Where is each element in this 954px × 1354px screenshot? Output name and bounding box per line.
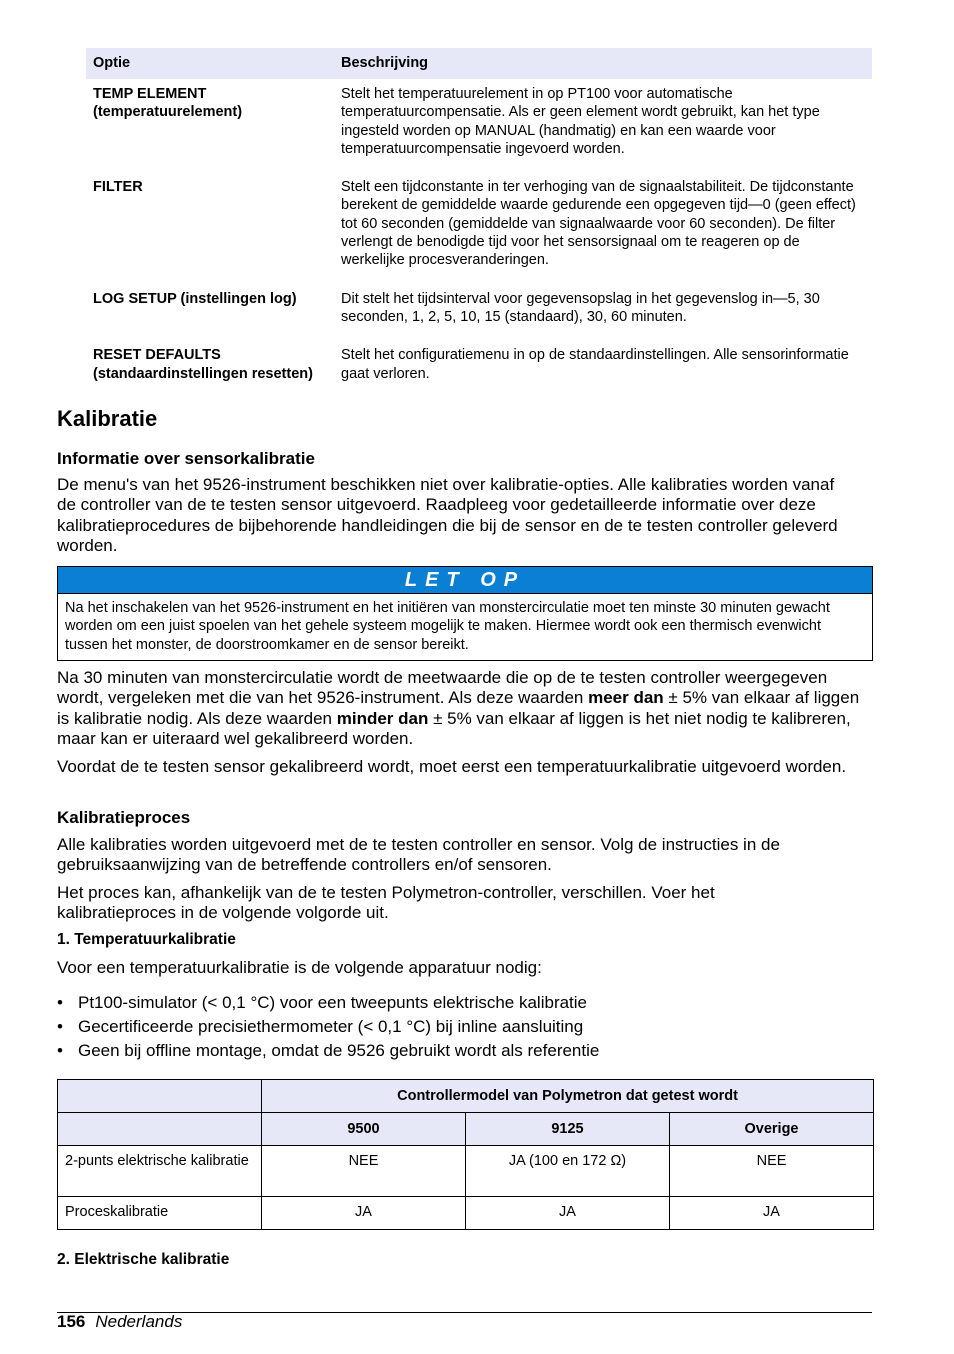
model-header: 9500 (262, 1113, 466, 1146)
paragraph-sensor-calibration-info: De menu's van het 9526-instrument beschikken niet over kalibratie-opties. Alle kalibraties worden vanaf de controller van de te testen sensor uitgevoerd. Raadpleeg voor gedetailleerde informatie over deze kalibratieprocedures de bijbehorende handleidingen die bij de sensor en de te testen controller geleverd worden. (57, 475, 838, 556)
bullet-icon: • (57, 1041, 63, 1060)
caution-notice (57, 566, 873, 661)
empty-header-cell (58, 1113, 262, 1146)
model-header: 9125 (466, 1113, 670, 1146)
calibration-model-header-row (58, 1113, 874, 1146)
text-run: ± 5% van elkaar af liggen is het niet nodig te kalibreren, maar kan er uiteraard wel gekalibreerd worden. (57, 708, 851, 749)
page-footer (57, 1312, 182, 1332)
controller-model-header: Controllermodel van Polymetron dat getest wordt (262, 1080, 874, 1113)
model-header: Overige (670, 1113, 874, 1146)
option-description: Dit stelt het tijdsinterval voor gegevensopslag in het gegevenslog in—5, 30 seconden, 1, 2, 5, 10, 15 (standaard), 30, 60 minuten. (341, 290, 820, 325)
paragraph-calibration-process-1: Alle kalibraties worden uitgevoerd met de te testen controller en sensor. Volg de instructies in de gebruiksaanwijzing van de betreffende controllers en/of sensoren. (57, 835, 780, 875)
options-table (86, 48, 872, 397)
subsection-title-sensor-calibration: Informatie over sensorkalibratie (57, 449, 315, 468)
step1-title: 1. Temperatuurkalibratie (57, 931, 236, 948)
footer-language: Nederlands (95, 1312, 183, 1331)
step1-intro: Voor een temperatuurkalibratie is de volgende apparatuur nodig: (57, 958, 542, 977)
calibration-table (57, 1079, 874, 1230)
text-run: ± 5% van elkaar af liggen is kalibratie nodig. Als deze waarden (57, 688, 860, 728)
option-description: Stelt een tijdconstante in ter verhoging van de signaalstabiliteit. De tijdconstante berekent de gemiddelde waarde gedurende een opgegeven tijd—0 (geen effect) tot 60 seconden (gemiddelde van signaalwaarde voor 60 seconden). De filter verlengt de benodigde tijd voor het sensorsignaal om te reageren op de werkelijke procesveranderingen. (341, 179, 856, 269)
table-row (86, 284, 872, 341)
table-row (58, 1197, 874, 1230)
caution-heading: LET OP (58, 567, 872, 594)
table-cell: JA (100 en 172 Ω) (466, 1146, 670, 1197)
list-item (57, 993, 877, 1017)
list-item (57, 1041, 877, 1065)
calibration-group-header-row (58, 1080, 874, 1113)
list-item-text: Pt100-simulator (< 0,1 °C) voor een tweepunts elektrische kalibratie (78, 993, 588, 1012)
equipment-list (57, 993, 877, 1065)
option-name: LOG SETUP (instellingen log) (93, 290, 297, 307)
paragraph-compare-values (57, 668, 872, 750)
list-item-text: Geen bij offline montage, omdat de 9526 gebruikt wordt als referentie (78, 1041, 600, 1060)
list-item (57, 1017, 877, 1041)
calibration-type: Proceskalibratie (58, 1197, 262, 1230)
caution-text: Na het inschakelen van het 9526-instrument en het initiëren van monstercirculatie moet ten minste 30 minuten gewacht worden om een juist spoelen van het gehele systeem mogelijk te maken. Hiermee wordt ook een thermisch evenwicht tussen het monster, de doorstroomkamer en de sensor bereikt. (65, 600, 830, 653)
list-item-text: Gecertificeerde precisiethermometer (< 0,1 °C) bij inline aansluiting (78, 1017, 584, 1036)
bullet-icon: • (57, 1017, 63, 1036)
table-row (86, 172, 872, 283)
subsection-title-calibration-process: Kalibratieproces (57, 808, 191, 827)
bold-less-than: minder dan (336, 708, 429, 728)
step2-title: 2. Elektrische kalibratie (57, 1251, 230, 1268)
table-cell: NEE (262, 1146, 466, 1197)
empty-header-cell (58, 1080, 262, 1113)
table-row (86, 340, 872, 397)
table-cell: JA (670, 1197, 874, 1230)
table-cell: NEE (670, 1146, 874, 1197)
paragraph-temperature-first: Voordat de te testen sensor gekalibreerd wordt, moet eerst een temperatuurkalibratie uitgevoerd worden. (57, 757, 847, 776)
table-cell: JA (466, 1197, 670, 1230)
options-header-description: Beschrijving (334, 48, 872, 79)
table-row (86, 79, 872, 172)
section-title: Kalibratie (57, 406, 158, 431)
table-cell: JA (262, 1197, 466, 1230)
option-name: RESET DEFAULTS (standaardinstellingen resetten) (93, 347, 313, 382)
options-header-option: Optie (86, 48, 334, 79)
option-name: FILTER (93, 179, 143, 196)
text-run: Na 30 minuten van monstercirculatie wordt de meetwaarde die op de te testen controller weergegeven wordt, vergeleken met die van het 9526-instrument. Als deze waarden (57, 668, 828, 708)
page-number: 156 (57, 1312, 86, 1331)
bold-more-than: meer dan (588, 688, 664, 708)
paragraph-calibration-process-2: Het proces kan, afhankelijk van de te testen Polymetron-controller, verschillen. Voer het kalibratieproces in de volgende volgorde uit. (57, 883, 715, 923)
table-row (58, 1146, 874, 1197)
options-table-header (86, 48, 872, 79)
bullet-icon: • (57, 993, 63, 1012)
option-name: TEMP ELEMENT (temperatuurelement) (93, 86, 243, 121)
option-description: Stelt het configuratiemenu in op de standaardinstellingen. Alle sensorinformatie gaat verloren. (341, 347, 849, 382)
calibration-type: 2-punts elektrische kalibratie (58, 1146, 262, 1197)
option-description: Stelt het temperatuurelement in op PT100 voor automatische temperatuurcompensatie. Als er geen element wordt gebruikt, kan het type ingesteld worden op MANUAL (handmatig) en kan een waarde voor temperatuurcompensatie ingevoerd worden. (341, 86, 820, 157)
